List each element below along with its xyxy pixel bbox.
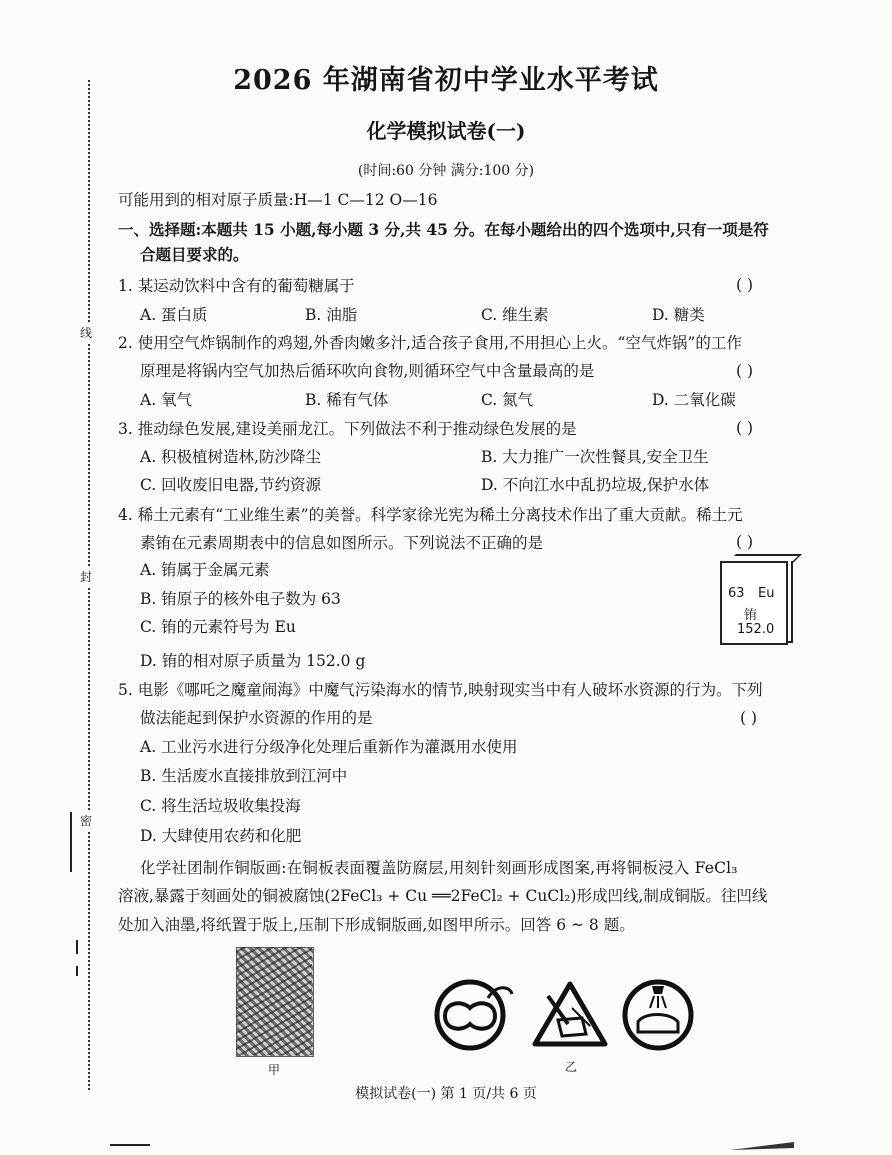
q4-option-b: B. 铕原子的核外电子数为 63 [140, 590, 341, 608]
element-number: 63 [728, 586, 745, 601]
q1-option-d: D. 糖类 [652, 306, 705, 324]
exam-subtitle: 化学模拟试卷(一) [366, 119, 526, 143]
q1-option-b: B. 油脂 [305, 306, 358, 324]
element-mass: 152.0 [737, 622, 775, 637]
q2-option-c: C. 氮气 [481, 391, 534, 409]
answer-paren: ( ) [736, 276, 754, 294]
element-symbol: Eu [758, 586, 775, 601]
margin-mark [70, 812, 72, 872]
q1-option-a: A. 蛋白质 [140, 306, 208, 324]
q5-option-d: D. 大肆使用农药和化肥 [140, 827, 302, 845]
question-1-stem: 1. 某运动饮料中含有的葡萄糖属于 [118, 277, 355, 295]
q2-option-b: B. 稀有气体 [305, 391, 389, 409]
margin-mark [110, 1144, 150, 1146]
binding-mark-secret: 密 [80, 810, 92, 831]
question-4-stem-cont: 素铕在元素周期表中的信息如图所示。下列说法不正确的是 [140, 534, 544, 552]
q3-option-b: B. 大力推广一次性餐具,安全卫生 [481, 448, 709, 466]
copperplate-print-texture [236, 947, 312, 1055]
q2-option-a: A. 氧气 [140, 391, 193, 409]
question-5-stem-cont: 做法能起到保护水资源的作用的是 [140, 709, 373, 727]
exam-title: 2026 年湖南省初中学业水平考试 [233, 65, 659, 96]
question-5-stem: 5. 电影《哪吒之魔童闹海》中魔气污染海水的情节,映射现实当中有人破坏水资源的行为。下列 [118, 681, 763, 699]
margin-mark [76, 966, 78, 976]
question-4-stem: 4. 稀土元素有“工业维生素”的美誉。科学家徐光宪为稀土分离技术作出了重大贡献。稀土元 [118, 506, 743, 524]
q4-option-d: D. 铕的相对原子质量为 152.0 g [140, 652, 366, 670]
answer-paren: ( ) [740, 709, 758, 727]
wash-hands-icon [625, 982, 691, 1048]
passage-line-3: 处加入油墨,将纸置于版上,压制下形成铜版画,如图甲所示。回答 6 ~ 8 题。 [118, 916, 635, 934]
binding-mark-seal: 封 [80, 566, 92, 587]
figure-a-caption: 甲 [268, 1063, 281, 1077]
q5-option-a: A. 工业污水进行分级净化处理后重新作为灌溉用水使用 [140, 738, 518, 756]
q4-option-a: A. 铕属于金属元素 [140, 561, 270, 579]
answer-paren: ( ) [736, 533, 754, 551]
q3-option-a: A. 积极植树造林,防沙降尘 [140, 448, 321, 466]
margin-mark [76, 940, 78, 954]
binding-mark-line: 线 [80, 322, 92, 343]
q3-option-c: C. 回收废旧电器,节约资源 [140, 476, 322, 494]
section-heading: 一、选择题:本题共 15 小题,每小题 3 分,共 45 分。在每小题给出的四个选项中,只有一项是符 [118, 220, 769, 239]
sharp-object-icon [535, 984, 605, 1044]
passage-line-2: 溶液,暴露于刻画处的铜被腐蚀(2FeCl₃ + Cu ══2FeCl₂ + CuCl₂)形成凹线,制成铜版。往凹线 [118, 887, 768, 905]
answer-paren: ( ) [736, 419, 754, 437]
q4-option-c: C. 铕的元素符号为 Eu [140, 618, 296, 636]
element-name: 铕 [744, 608, 758, 623]
page-footer: 模拟试卷(一) 第 1 页/共 6 页 [355, 1086, 537, 1102]
answer-paren: ( ) [736, 362, 754, 380]
safety-icons [430, 978, 700, 1052]
section-heading-cont: 合题目要求的。 [140, 245, 249, 264]
q3-option-d: D. 不向江水中乱扔垃圾,保护水体 [481, 476, 710, 494]
q2-option-d: D. 二氧化碳 [652, 391, 736, 409]
question-2-stem-cont: 原理是将锅内空气加热后循环吹向食物,则循环空气中含量最高的是 [140, 362, 595, 380]
q5-option-c: C. 将生活垃圾收集投海 [140, 797, 301, 815]
exam-meta: (时间:60 分钟 满分:100 分) [357, 163, 535, 179]
figure-b-caption: 乙 [565, 1060, 578, 1074]
passage-line-1: 化学社团制作铜版画:在铜板表面覆盖防腐层,用刻针刻画形成图案,再将铜板浸入 FeCl₃ [140, 859, 738, 877]
question-3-stem: 3. 推动绿色发展,建设美丽龙江。下列做法不利于推动绿色发展的是 [118, 420, 577, 438]
q1-option-c: C. 维生素 [481, 306, 549, 324]
atomic-masses: 可能用到的相对原子质量:H—1 C—12 O—16 [118, 191, 438, 209]
question-2-stem: 2. 使用空气炸锅制作的鸡翅,外香肉嫩多汁,适合孩子食用,不用担心上火。“空气炸锅”的工作 [118, 334, 742, 352]
corner-mark [728, 1138, 798, 1152]
hot-surface-icon [437, 982, 512, 1048]
q5-option-b: B. 生活废水直接排放到江河中 [140, 767, 348, 785]
